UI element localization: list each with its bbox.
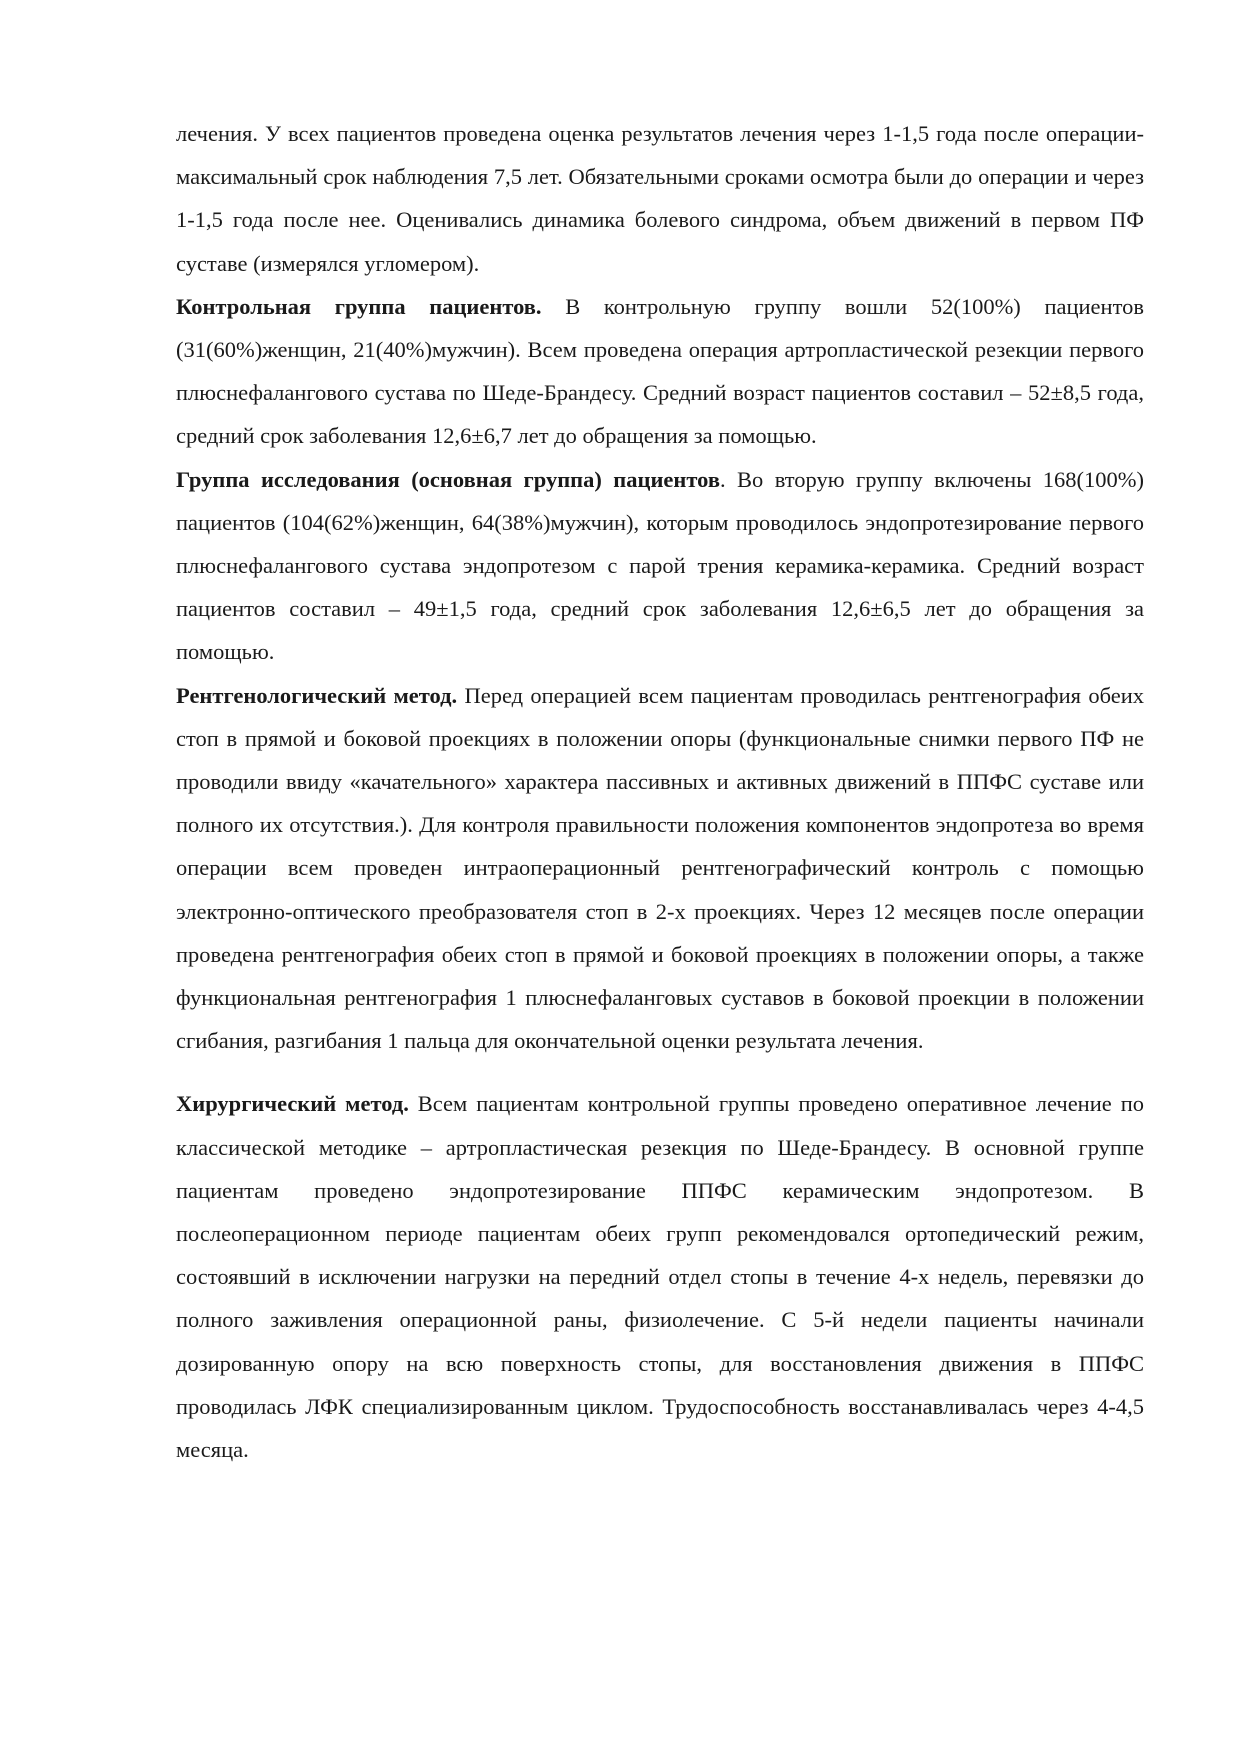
surgical-method-heading: Хирургический метод. [176, 1091, 409, 1117]
paragraph-text: . Во вторую группу включены 168(100%) пациентов (104(62%)женщин, 64(38%)мужчин), которым проводилось эндопротезирование первого плюснефалангового сустава эндопротезом с парой трения керамика-керамика. Средний возраст пациентов составил – 49±1,5 года, средний срок заболевания 12,6±6,5 лет до обращения за помощью. [176, 466, 1144, 665]
paragraph-surgical-method [176, 1082, 1144, 1471]
paragraph-control-group [176, 285, 1144, 458]
control-group-heading: Контрольная группа пациентов. [176, 293, 542, 319]
paragraph-text: Всем пациентам контрольной группы проведено оперативное лечение по классической методике – артропластическая резекция по Шеде-Брандесу. В основной группе пациентам проведено эндопротезирование ППФС керамическим эндопротезом. В послеоперационном периоде пациентам обеих групп рекомендовался ортопедический режим, состоявший в исключении нагрузки на передний отдел стопы в течение 4-х недель, перевязки до полного заживления операционной раны, физиолечение. С 5-й недели пациенты начинали дозированную опору на всю поверхность стопы, для восстановления движения в ППФС проводилась ЛФК специализированным циклом. Трудоспособность восстанавливалась через 4-4,5 месяца. [176, 1091, 1144, 1463]
paragraph-study-group [176, 458, 1144, 674]
study-group-heading: Группа исследования (основная группа) пациентов [176, 466, 720, 492]
document-page [176, 112, 1144, 1471]
paragraph-radiology-method [176, 674, 1144, 1063]
paragraph-treatment-evaluation [176, 112, 1144, 285]
paragraph-text: лечения. У всех пациентов проведена оценка результатов лечения через 1-1,5 года после операции- максимальный срок наблюдения 7,5 лет. Обязательными сроками осмотра были до операции и через 1-1,5 года после нее. Оценивались динамика болевого синдрома, объем движений в первом ПФ суставе (измерялся угломером). [176, 121, 1144, 276]
radiology-method-heading: Рентгенологический метод. [176, 682, 458, 708]
paragraph-text: В контрольную группу вошли 52(100%) пациентов (31(60%)женщин, 21(40%)мужчин). Всем проведена операция артропластической резекции первого плюснефалангового сустава по Шеде-Брандесу. Средний возраст пациентов составил – 52±8,5 года, средний срок заболевания 12,6±6,7 лет до обращения за помощью. [176, 293, 1144, 449]
paragraph-text: Перед операцией всем пациентам проводилась рентгенография обеих стоп в прямой и боковой проекциях в положении опоры (функциональные снимки первого ПФ не проводили ввиду «качательного» характера пассивных и активных движений в ППФС суставе или полного их отсутствия.). Для контроля правильности положения компонентов эндопротеза во время операции всем проведен интраоперационный рентгенографический контроль с помощью электронно-оптического преобразователя стоп в 2-х проекциях. Через 12 месяцев после операции проведена рентгенография обеих стоп в прямой и боковой проекциях в положении опоры, а также функциональная рентгенография 1 плюснефаланговых суставов в боковой проекции в положении сгибания, разгибания 1 пальца для окончательной оценки результата лечения. [176, 682, 1144, 1054]
